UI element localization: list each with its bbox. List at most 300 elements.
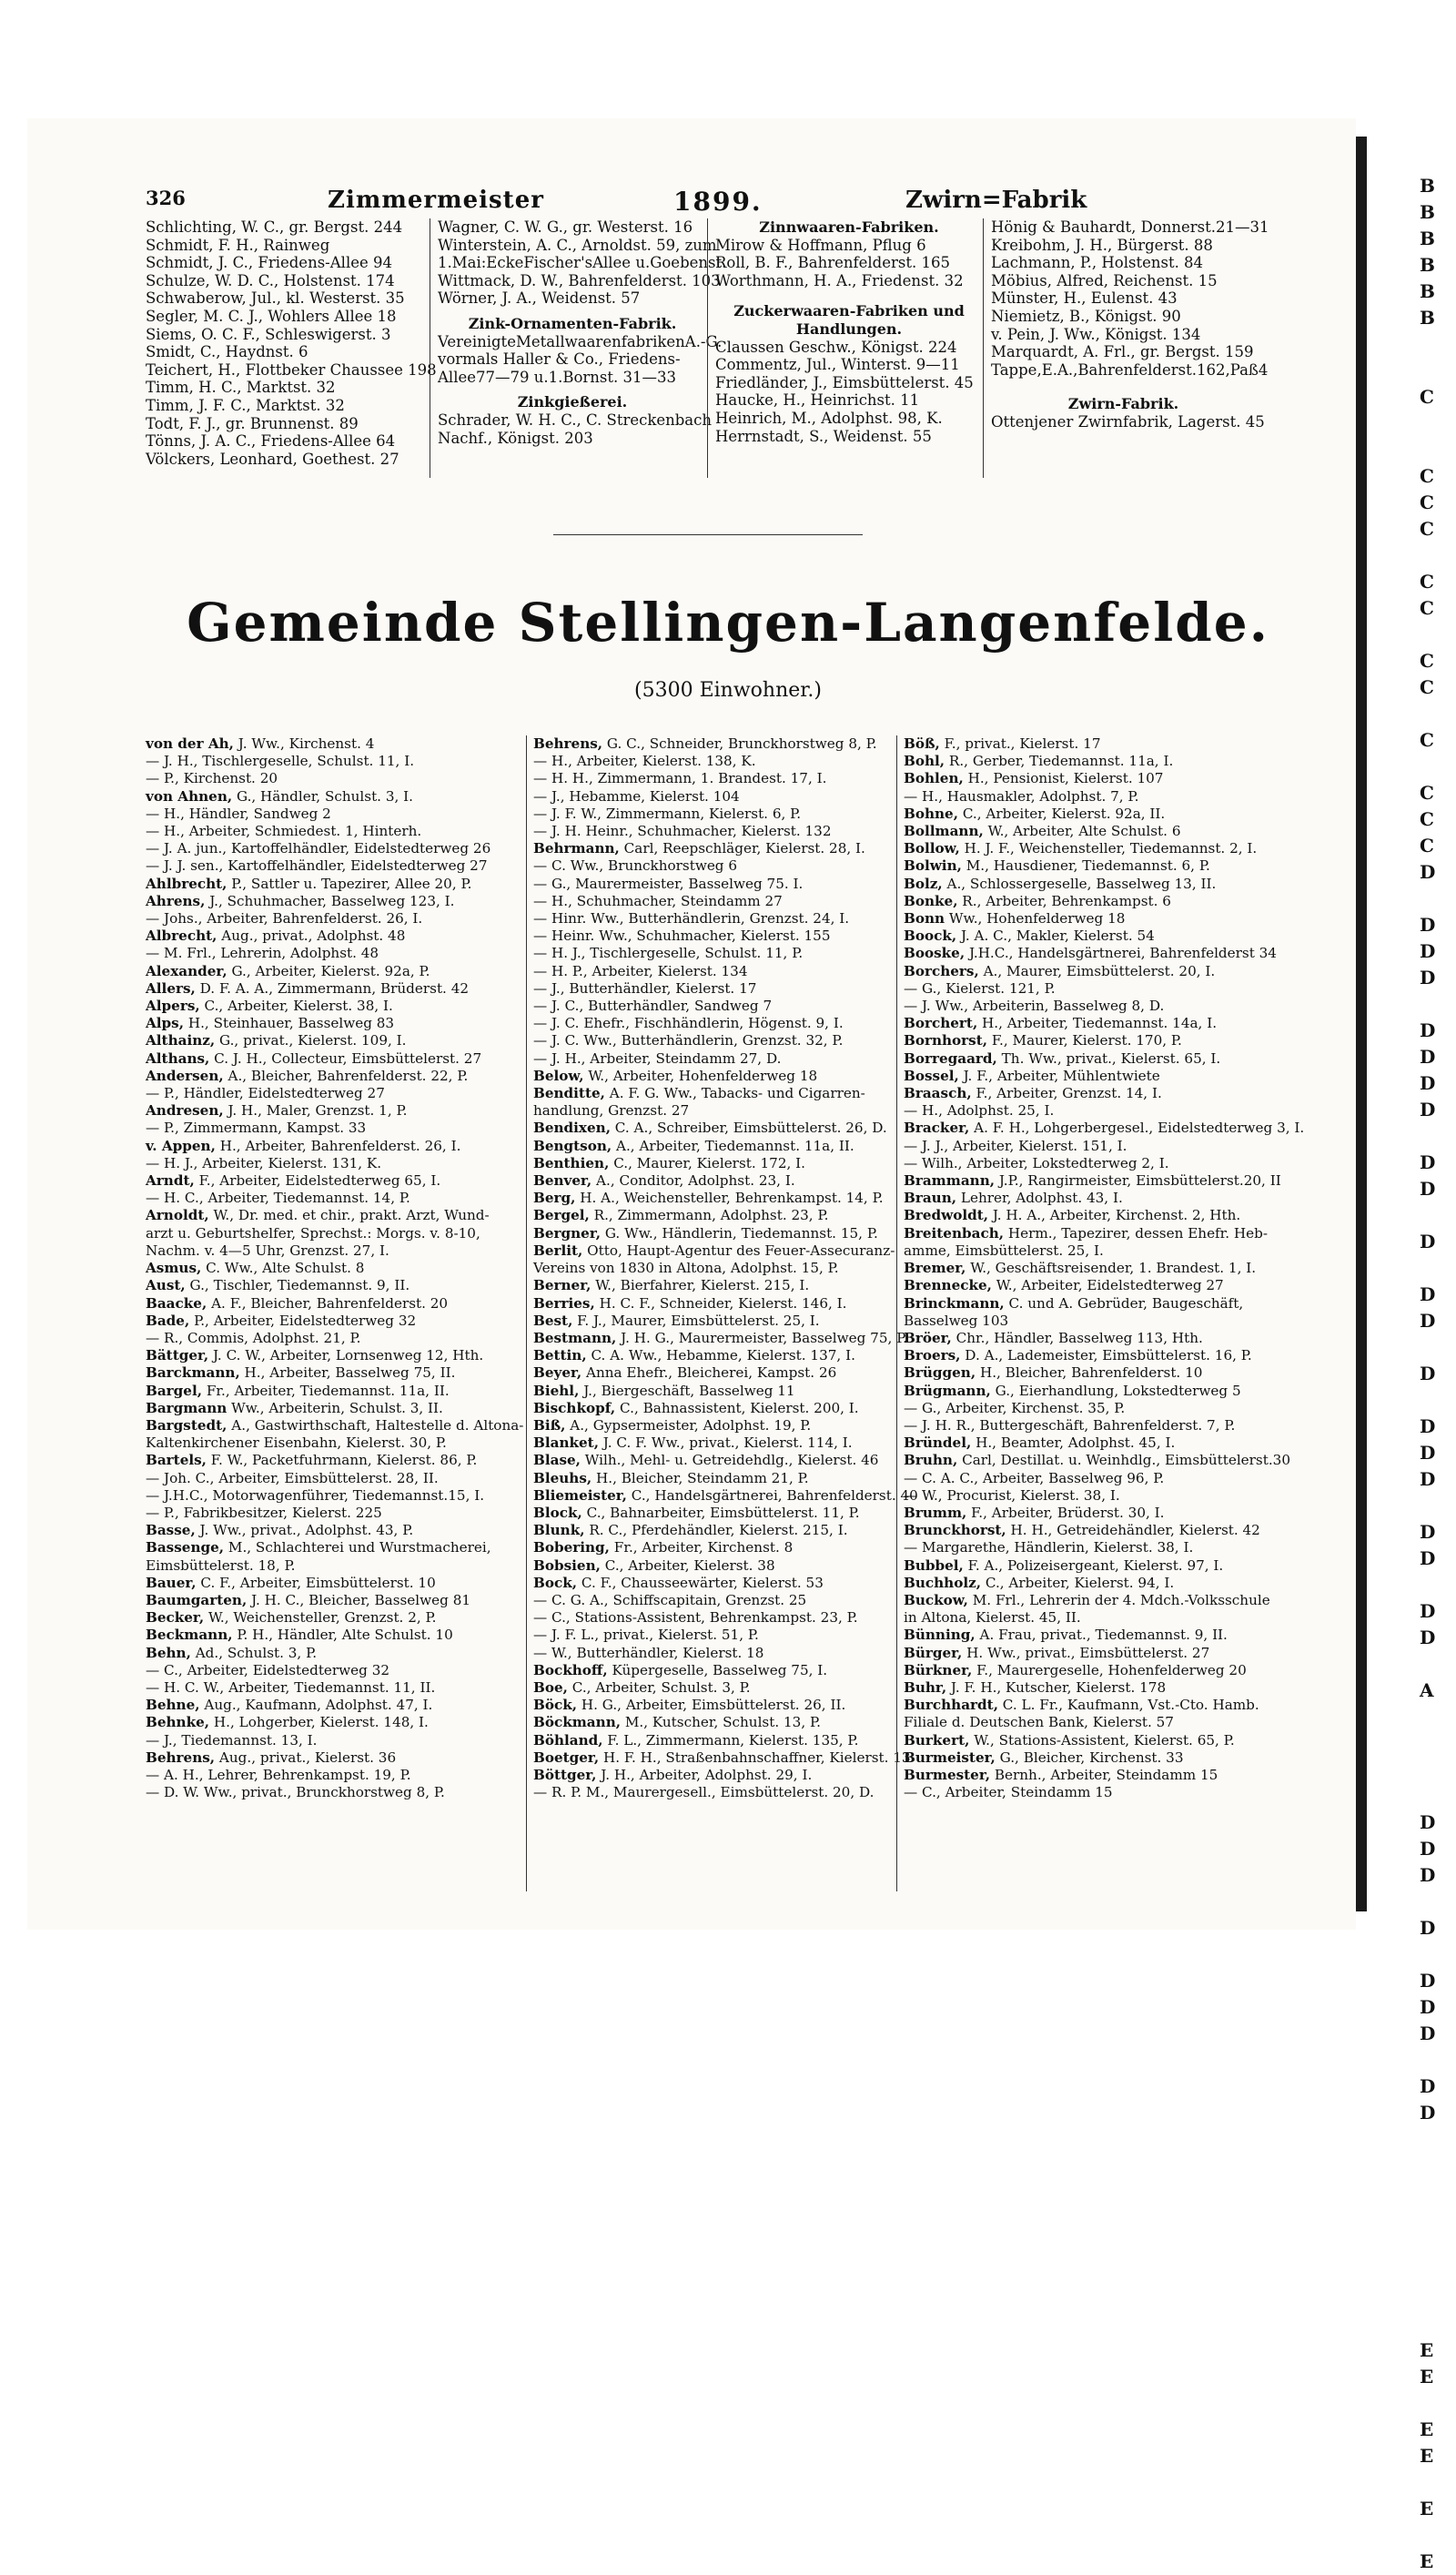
margin-letter: D	[1420, 1600, 1436, 1622]
entry-details: Ww., Arbeiterin, Schulst. 3, II.	[227, 1399, 443, 1416]
margin-letter: C	[1420, 650, 1434, 672]
entry-details: — H., Hausmakler, Adolphst. 7, P.	[904, 787, 1139, 805]
directory-entry	[904, 1347, 1269, 1364]
directory-entry	[904, 910, 1269, 928]
directory-entry	[904, 1539, 1269, 1556]
directory-entry	[904, 945, 1277, 962]
directory-entry	[904, 1277, 1269, 1294]
entry-details: Wilh., Mehl- u. Getreidehdlg., Kielerst. 46	[580, 1452, 879, 1469]
directory-entry	[533, 1207, 895, 1224]
directory-entry	[146, 1347, 514, 1364]
directory-entry	[533, 1313, 895, 1330]
section-heading: Handlungen.	[795, 319, 903, 338]
directory-entry	[904, 1313, 1269, 1330]
list-item: Haucke, H., Heinrichst. 11	[715, 391, 920, 410]
directory-entry	[904, 1767, 1269, 1784]
margin-letter	[1420, 1889, 1456, 1915]
directory-column-2	[526, 735, 918, 1891]
entry-surname: Bade,	[146, 1312, 190, 1329]
entry-details: J. H. A., Arbeiter, Kirchenst. 2, Hth.	[988, 1207, 1241, 1224]
entry-details: — J., Butterhändler, Kielerst. 17	[533, 979, 757, 997]
entry-details: Aug., privat., Kielerst. 36	[215, 1749, 397, 1766]
list-item: Smidt, C., Haydnst. 6	[146, 343, 308, 361]
entry-surname: Barckmann,	[146, 1364, 240, 1382]
entry-details: Vereins von 1830 in Altona, Adolphst. 15, P.	[533, 1260, 839, 1277]
entry-surname: Bürger,	[904, 1644, 963, 1661]
list-item: Commentz, Jul., Winterst. 9—11	[715, 356, 960, 374]
entry-details: C., Arbeiter, Kielerst. 38	[600, 1556, 775, 1574]
entry-details: C., Arbeiter, Kielerst. 92a, II.	[958, 805, 1166, 822]
page-number: 326	[146, 187, 186, 209]
header-left-heading: Zimmermeister	[328, 187, 544, 214]
entry-surname: Böhland,	[533, 1731, 603, 1749]
entry-details: W., Dr. med. et chir., prakt. Arzt, Wund-	[208, 1207, 490, 1224]
entry-details: — P., Händler, Eidelstedterweg 27	[146, 1085, 385, 1102]
entry-surname: Bracker,	[904, 1120, 970, 1137]
entry-details: — H., Arbeiter, Schmiedest. 1, Hinterh.	[146, 823, 422, 840]
entry-details: H. Ww., privat., Eimsbüttelerst. 27	[962, 1644, 1210, 1661]
directory-entry	[533, 1417, 895, 1434]
directory-entry	[146, 1120, 514, 1137]
margin-letter: B	[1420, 228, 1435, 249]
list-item: Schulze, W. D. C., Holstenst. 174	[146, 271, 395, 289]
entry-surname: Bonn	[904, 910, 945, 928]
directory-entry	[904, 1330, 1269, 1347]
list-item: Lachmann, P., Holstenst. 84	[991, 254, 1204, 272]
list-item: Allee77—79 u.1.Bornst. 31—33	[438, 368, 677, 386]
section-heading: Zink-Ornamenten-Fabrik.	[468, 314, 677, 332]
directory-entry	[146, 1679, 514, 1697]
directory-entry	[533, 1032, 895, 1049]
entry-details: — J. C., Butterhändler, Sandweg 7	[533, 998, 773, 1015]
entry-details: F., privat., Kielerst. 17	[939, 735, 1101, 752]
entry-surname: Blanket,	[533, 1434, 599, 1452]
margin-letter	[1420, 754, 1456, 780]
entry-surname: Bolz,	[904, 875, 943, 892]
entry-details: P. H., Händler, Alte Schulst. 10	[232, 1627, 453, 1644]
directory-entry	[146, 1102, 514, 1120]
entry-surname: Best,	[533, 1312, 573, 1329]
entry-details: Basselweg 103	[904, 1312, 1009, 1329]
entry-surname: Borchers,	[904, 962, 979, 979]
directory-entry	[904, 1417, 1269, 1434]
margin-letter: D	[1420, 1283, 1436, 1305]
entry-details: Nachm. v. 4—5 Uhr, Grenzst. 27, I.	[146, 1242, 389, 1259]
margin-letter	[1420, 1704, 1456, 1730]
entry-surname: Alexander,	[146, 962, 228, 979]
directory-entry	[533, 1225, 895, 1242]
entry-surname: Booske,	[904, 945, 966, 962]
directory-entry	[533, 1068, 895, 1085]
directory-entry	[533, 1732, 895, 1749]
entry-details: — J. F. L., privat., Kielerst. 51, P.	[533, 1627, 759, 1644]
margin-letter: D	[1420, 1310, 1436, 1332]
entry-details: W., Arbeiter, Hohenfelderweg 18	[583, 1067, 818, 1084]
directory-entry	[533, 1138, 895, 1155]
directory-entry	[533, 980, 895, 998]
margin-letter: D	[1420, 1442, 1436, 1464]
entry-details: F., Arbeiter, Brüderst. 30, I.	[966, 1504, 1165, 1521]
entry-details: Kaltenkirchener Eisenbahn, Kielerst. 30, P.	[146, 1434, 447, 1452]
directory-entry	[904, 1592, 1269, 1609]
list-item: Herrnstadt, S., Weidenst. 55	[715, 427, 932, 445]
directory-entry	[904, 1050, 1269, 1068]
directory-entry	[533, 788, 895, 806]
entry-surname: Brügmann,	[904, 1382, 991, 1399]
entry-details: amme, Eimsbüttelerst. 25, I.	[904, 1242, 1104, 1259]
directory-entry	[904, 1645, 1269, 1662]
entry-surname: Boetger,	[533, 1749, 600, 1766]
list-item: Münster, H., Eulenst. 43	[991, 289, 1178, 308]
entry-surname: Baacke,	[146, 1294, 207, 1312]
list-item: Roll, B. F., Bahrenfelderst. 165	[715, 254, 950, 272]
entry-details: W., Weichensteller, Grenzst. 2, P.	[204, 1609, 437, 1627]
entry-details: R., Arbeiter, Behrenkampst. 6	[957, 892, 1171, 909]
section-heading: Zwirn-Fabrik.	[1067, 395, 1179, 413]
list-item: Todt, F. J., gr. Brunnenst. 89	[146, 414, 359, 432]
directory-entry	[146, 980, 514, 998]
entry-details: H. A., Weichensteller, Behrenkampst. 14, P.	[575, 1190, 884, 1207]
directory-entry	[904, 928, 1269, 945]
entry-details: C., Arbeiter, Schulst. 3, P.	[567, 1678, 751, 1696]
directory-entry	[533, 1364, 895, 1382]
header-right-heading: Zwirn=Fabrik	[905, 187, 1087, 214]
directory-entry	[533, 1679, 895, 1697]
directory-entry	[904, 1575, 1269, 1592]
list-item: Schmidt, J. C., Friedens-Allee 94	[146, 254, 392, 272]
directory-entry	[533, 963, 895, 980]
directory-entry	[904, 1627, 1269, 1644]
entry-details: J. C. W., Arbeiter, Lornsenweg 12, Hth.	[208, 1347, 484, 1364]
entry-surname: Bobering,	[533, 1539, 610, 1556]
directory-entry	[533, 1347, 895, 1364]
entry-details: C. F., Arbeiter, Eimsbüttelerst. 10	[196, 1574, 436, 1591]
entry-details: — W., Procurist, Kielerst. 38, I.	[904, 1486, 1120, 1504]
entry-details: D. F. A. A., Zimmermann, Brüderst. 42	[195, 979, 470, 997]
directory-entry	[533, 1592, 895, 1609]
entry-surname: Bredwoldt,	[904, 1207, 989, 1224]
entry-details: W., Bierfahrer, Kielerst. 215, I.	[591, 1277, 810, 1294]
entry-surname: Boe,	[533, 1678, 568, 1696]
list-item: Schrader, W. H. C., C. Streckenbach	[438, 411, 713, 429]
entry-details: — Margarethe, Händlerin, Kielerst. 38, I.	[904, 1539, 1194, 1556]
entry-details: F., Maurergeselle, Hohenfelderweg 20	[972, 1661, 1247, 1678]
margin-letter: E	[1420, 2498, 1434, 2519]
entry-details: F., Maurer, Kielerst. 170, P.	[987, 1032, 1182, 1049]
entry-details: H., Arbeiter, Basselweg 75, II.	[239, 1364, 456, 1382]
entry-details: F. J., Maurer, Eimsbüttelerst. 25, I.	[572, 1312, 820, 1329]
entry-details: C. L. Fr., Kaufmann, Vst.-Cto. Hamb.	[997, 1697, 1259, 1714]
margin-letter	[1420, 542, 1456, 569]
entry-surname: Böckmann,	[533, 1714, 622, 1731]
entry-details: — Wilh., Arbeiter, Lokstedterweg 2, I.	[904, 1154, 1169, 1171]
entry-surname: Bründel,	[904, 1434, 972, 1452]
top-column-3	[707, 218, 983, 478]
entry-surname: Brunckhorst,	[904, 1522, 1006, 1539]
margin-letter: C	[1420, 386, 1434, 408]
directory-entry	[146, 770, 514, 787]
directory-entry	[904, 980, 1269, 998]
list-item: Wittmack, D. W., Bahrenfelderst. 103	[438, 271, 721, 289]
entry-details: M., Hausdiener, Tiedemannst. 6, P.	[961, 857, 1210, 875]
entry-details: A., Maurer, Eimsbüttelerst. 20, I.	[978, 962, 1216, 979]
directory-entry	[533, 1609, 895, 1627]
list-item: Timm, J. F. C., Marktst. 32	[146, 396, 345, 414]
directory-entry	[533, 1050, 895, 1068]
directory-entry	[146, 1784, 514, 1801]
entry-details: M., Schlachterei und Wurstmacherei,	[224, 1539, 491, 1556]
margin-letter: D	[1420, 2022, 1436, 2044]
margin-letter	[1420, 2522, 1456, 2549]
entry-surname: Burchhardt,	[904, 1697, 998, 1714]
margin-letter: E	[1420, 2445, 1434, 2467]
directory-entry	[533, 1645, 895, 1662]
entry-details: — Hinr. Ww., Butterhändlerin, Grenzst. 24, I.	[533, 910, 850, 928]
entry-surname: Berries,	[533, 1294, 595, 1312]
directory-entry	[904, 1383, 1269, 1400]
margin-letter: B	[1420, 280, 1435, 302]
margin-letter	[1420, 886, 1456, 912]
margin-letter: D	[1420, 1838, 1436, 1860]
entry-details: — A. H., Lehrer, Behrenkampst. 19, P.	[146, 1766, 411, 1783]
entry-details: J., Schuhmacher, Basselweg 123, I.	[205, 892, 455, 909]
list-item: 1.Mai:EckeFischer'sAllee u.Goebenst.	[438, 254, 727, 272]
entry-surname: Bleuhs,	[533, 1469, 592, 1486]
entry-surname: Bauer,	[146, 1574, 197, 1591]
entry-details: — Johs., Arbeiter, Bahrenfelderst. 26, I.	[146, 910, 423, 928]
directory-entry	[533, 1102, 895, 1120]
directory-entry	[533, 1486, 918, 1505]
entry-surname: Bock,	[533, 1574, 578, 1591]
entry-details: — D. W. Ww., privat., Brunckhorstweg 8, P.	[146, 1784, 445, 1801]
entry-surname: Bargel,	[146, 1382, 203, 1399]
entry-details: — H. P., Arbeiter, Kielerst. 134	[533, 962, 748, 979]
entry-surname: Bättger,	[146, 1347, 209, 1364]
list-item: Teichert, H., Flottbeker Chaussee 198	[146, 360, 437, 379]
directory-entry	[533, 1260, 895, 1277]
entry-details: C. J. H., Collecteur, Eimsbüttelerst. 27	[209, 1049, 482, 1067]
entry-details: — M. Frl., Lehrerin, Adolphst. 48	[146, 945, 379, 962]
top-column-4	[983, 218, 1269, 478]
margin-letter	[1420, 2258, 1456, 2285]
list-item: Hönig & Bauhardt, Donnerst.21—31	[991, 218, 1269, 236]
margin-letter: D	[1420, 861, 1436, 883]
directory-entry	[904, 1784, 1269, 1801]
directory-entry	[146, 735, 514, 753]
directory-entry	[146, 1487, 514, 1505]
entry-surname: Beyer,	[533, 1364, 582, 1382]
entry-details: Carl, Reepschläger, Kielerst. 28, I.	[619, 840, 865, 857]
page-title: Gemeinde Stellingen-Langenfelde.	[187, 592, 1269, 654]
entry-surname: Braun,	[904, 1190, 957, 1207]
directory-entry	[904, 1452, 1290, 1469]
entry-surname: Bollow,	[904, 840, 960, 857]
margin-letter: C	[1420, 571, 1434, 593]
entry-surname: Below,	[533, 1067, 584, 1084]
directory-entry	[146, 1714, 514, 1731]
margin-letter	[1420, 2126, 1456, 2153]
entry-surname: Bolwin,	[904, 857, 962, 875]
entry-surname: Andersen,	[146, 1067, 224, 1084]
list-item: Mirow & Hoffmann, Pflug 6	[715, 236, 926, 254]
entry-details: — H., Schuhmacher, Steindamm 27	[533, 892, 783, 909]
entry-details: A., Gastwirthschaft, Haltestelle d. Altona-	[227, 1416, 524, 1434]
margin-letter: E	[1420, 2418, 1434, 2440]
list-item: Friedländer, J., Eimsbüttelerst. 45	[715, 373, 974, 391]
entry-surname: Berlit,	[533, 1242, 583, 1259]
directory-entry	[146, 998, 514, 1015]
directory-entry	[533, 1329, 908, 1347]
margin-letter: D	[1420, 1970, 1436, 1992]
directory-entry	[533, 1505, 895, 1522]
entry-details: W., Arbeiter, Eidelstedterweg 27	[991, 1277, 1224, 1294]
directory-entry	[146, 1330, 514, 1347]
entry-details: Herm., Tapezirer, dessen Ehefr. Heb-	[1004, 1224, 1269, 1242]
entry-details: — J., Hebamme, Kielerst. 104	[533, 787, 740, 805]
directory-entry	[146, 1557, 514, 1575]
directory-entry	[533, 1522, 895, 1539]
entry-surname: Breitenbach,	[904, 1224, 1005, 1242]
entry-surname: Buckow,	[904, 1591, 968, 1608]
directory-entry	[533, 876, 895, 893]
entry-details: — J. F. W., Zimmermann, Kielerst. 6, P.	[533, 805, 802, 822]
entry-details: J. H. G., Maurermeister, Basselweg 75, P.	[616, 1329, 908, 1346]
entry-surname: Bettin,	[533, 1347, 587, 1364]
entry-surname: Bubbel,	[904, 1556, 964, 1574]
entry-surname: Blunk,	[533, 1522, 585, 1539]
entry-details: — J. C. Ww., Butterhändlerin, Grenzst. 32, P.	[533, 1032, 844, 1049]
entry-details: G., Eierhandlung, Lokstedterweg 5	[990, 1382, 1241, 1399]
directory-entry	[904, 1714, 1269, 1731]
entry-details: F. L., Zimmermann, Kielerst. 135, P.	[602, 1731, 859, 1749]
margin-letter: D	[1420, 967, 1436, 988]
directory-entry	[146, 1609, 514, 1627]
margin-letter: D	[1420, 2102, 1436, 2124]
entry-details: H. F. H., Straßenbahnschaffner, Kielerst. 13	[599, 1749, 911, 1766]
list-item: Möbius, Alfred, Reichenst. 15	[991, 271, 1218, 289]
directory-entry	[904, 1207, 1269, 1224]
entry-details: — H. H., Zimmermann, 1. Brandest. 17, I.	[533, 770, 827, 787]
list-item: Völckers, Leonhard, Goethest. 27	[146, 450, 399, 468]
entry-details: — J.H.C., Motorwagenführer, Tiedemannst.15, I.	[146, 1486, 485, 1504]
margin-letter	[1420, 2205, 1456, 2232]
entry-details: J. Ww., Kirchenst. 4	[233, 735, 375, 752]
entry-surname: Behrens,	[533, 735, 603, 752]
directory-columns	[146, 735, 1329, 1891]
entry-details: — H. C. W., Arbeiter, Tiedemannst. 11, II.	[146, 1678, 436, 1696]
entry-details: J. Ww., privat., Adolphst. 43, P.	[195, 1522, 414, 1539]
margin-letter: D	[1420, 914, 1436, 936]
entry-surname: Bassenge,	[146, 1539, 225, 1556]
list-item: Timm, H. C., Marktst. 32	[146, 379, 336, 397]
entry-details: A., Arbeiter, Tiedemannst. 11a, II.	[612, 1137, 854, 1154]
directory-entry	[146, 1260, 514, 1277]
margin-letter: D	[1420, 1178, 1436, 1200]
entry-details: — H., Händler, Sandweg 2	[146, 805, 331, 822]
entry-surname: Behrens,	[146, 1749, 216, 1766]
entry-surname: Ahrens,	[146, 892, 206, 909]
directory-entry	[533, 840, 895, 857]
entry-details: — W., Butterhändler, Kielerst. 18	[533, 1644, 764, 1661]
directory-entry	[146, 857, 514, 875]
list-item: Tappe,E.A.,Bahrenfelderst.162,Paß4	[991, 360, 1269, 379]
entry-details: — C. G. A., Schiffscapitain, Grenzst. 25	[533, 1591, 807, 1608]
margin-letter: D	[1420, 1917, 1436, 1939]
entry-details: J.H.C., Handelsgärtnerei, Bahrenfelderst 34	[965, 945, 1277, 962]
entry-details: handlung, Grenzst. 27	[533, 1102, 690, 1120]
entry-details: Ww., Hohenfelderweg 18	[945, 910, 1126, 928]
directory-entry	[146, 1364, 514, 1382]
entry-surname: Bruhn,	[904, 1452, 958, 1469]
entry-surname: von Ahnen,	[146, 787, 233, 805]
margin-letter: D	[1420, 1468, 1436, 1490]
entry-surname: Burkert,	[904, 1731, 970, 1749]
margin-letter	[1420, 701, 1456, 727]
entry-details: Anna Ehefr., Bleicherei, Kampst. 26	[581, 1364, 837, 1382]
directory-entry	[533, 1295, 895, 1313]
directory-entry	[146, 1138, 514, 1155]
directory-entry	[146, 1539, 514, 1556]
margin-letter	[1420, 1572, 1456, 1598]
entry-details: Aug., privat., Adolphst. 48	[217, 928, 406, 945]
directory-entry	[904, 1522, 1269, 1539]
margin-letter: D	[1420, 1415, 1436, 1437]
margin-letter: B	[1420, 307, 1435, 329]
directory-entry	[533, 1557, 895, 1575]
directory-entry	[904, 1102, 1269, 1120]
entry-surname: Borregaard,	[904, 1049, 997, 1067]
entry-surname: Bestmann,	[533, 1329, 617, 1346]
directory-entry	[146, 1383, 514, 1400]
directory-entry	[146, 893, 514, 910]
entry-details: — H. J., Arbeiter, Kielerst. 131, K.	[146, 1154, 382, 1171]
directory-entry	[904, 1487, 1269, 1505]
entry-details: J. F. H., Kutscher, Kielerst. 178	[946, 1678, 1167, 1696]
margin-letter	[1420, 437, 1456, 463]
margin-letter: D	[1420, 1151, 1436, 1173]
entry-surname: Arndt,	[146, 1172, 195, 1190]
directory-entry	[533, 1015, 895, 1032]
directory-entry	[904, 1557, 1269, 1575]
entry-details: Otto, Haupt-Agentur des Feuer-Assecuranz-	[582, 1242, 895, 1259]
entry-details: P., Sattler u. Tapezirer, Allee 20, P.	[227, 875, 472, 892]
directory-entry	[146, 1242, 514, 1260]
entry-surname: Aust,	[146, 1277, 186, 1294]
entry-details: — C., Stations-Assistent, Behrenkampst. 23, P.	[533, 1609, 858, 1627]
margin-letter	[1420, 1783, 1456, 1810]
entry-details: Küpergeselle, Basselweg 75, I.	[607, 1661, 828, 1678]
entry-surname: Bremer,	[904, 1260, 966, 1277]
top-column-2	[430, 218, 727, 478]
margin-letter: C	[1420, 518, 1434, 540]
entry-details: Fr., Arbeiter, Kirchenst. 8	[609, 1539, 794, 1556]
entry-details: M. Frl., Lehrerin der 4. Mdch.-Volksschule	[967, 1591, 1270, 1608]
directory-entry	[904, 1364, 1269, 1382]
directory-entry	[533, 735, 895, 753]
list-item: Winterstein, A. C., Arnoldst. 59, zum	[438, 236, 717, 254]
entry-details: G., Arbeiter, Kielerst. 92a, P.	[227, 962, 430, 979]
margin-letter: C	[1420, 597, 1434, 619]
directory-entry	[146, 928, 514, 945]
margin-letter	[1420, 1651, 1456, 1678]
margin-letter: B	[1420, 254, 1435, 276]
entry-details: J. H., Maler, Grenzst. 1, P.	[223, 1102, 408, 1120]
entry-details: Th. Ww., privat., Kielerst. 65, I.	[996, 1049, 1221, 1067]
directory-entry	[146, 1172, 514, 1190]
margin-letter: C	[1420, 782, 1434, 804]
list-item: Siems, O. C. F., Schleswigerst. 3	[146, 325, 391, 343]
directory-entry	[533, 1714, 895, 1731]
